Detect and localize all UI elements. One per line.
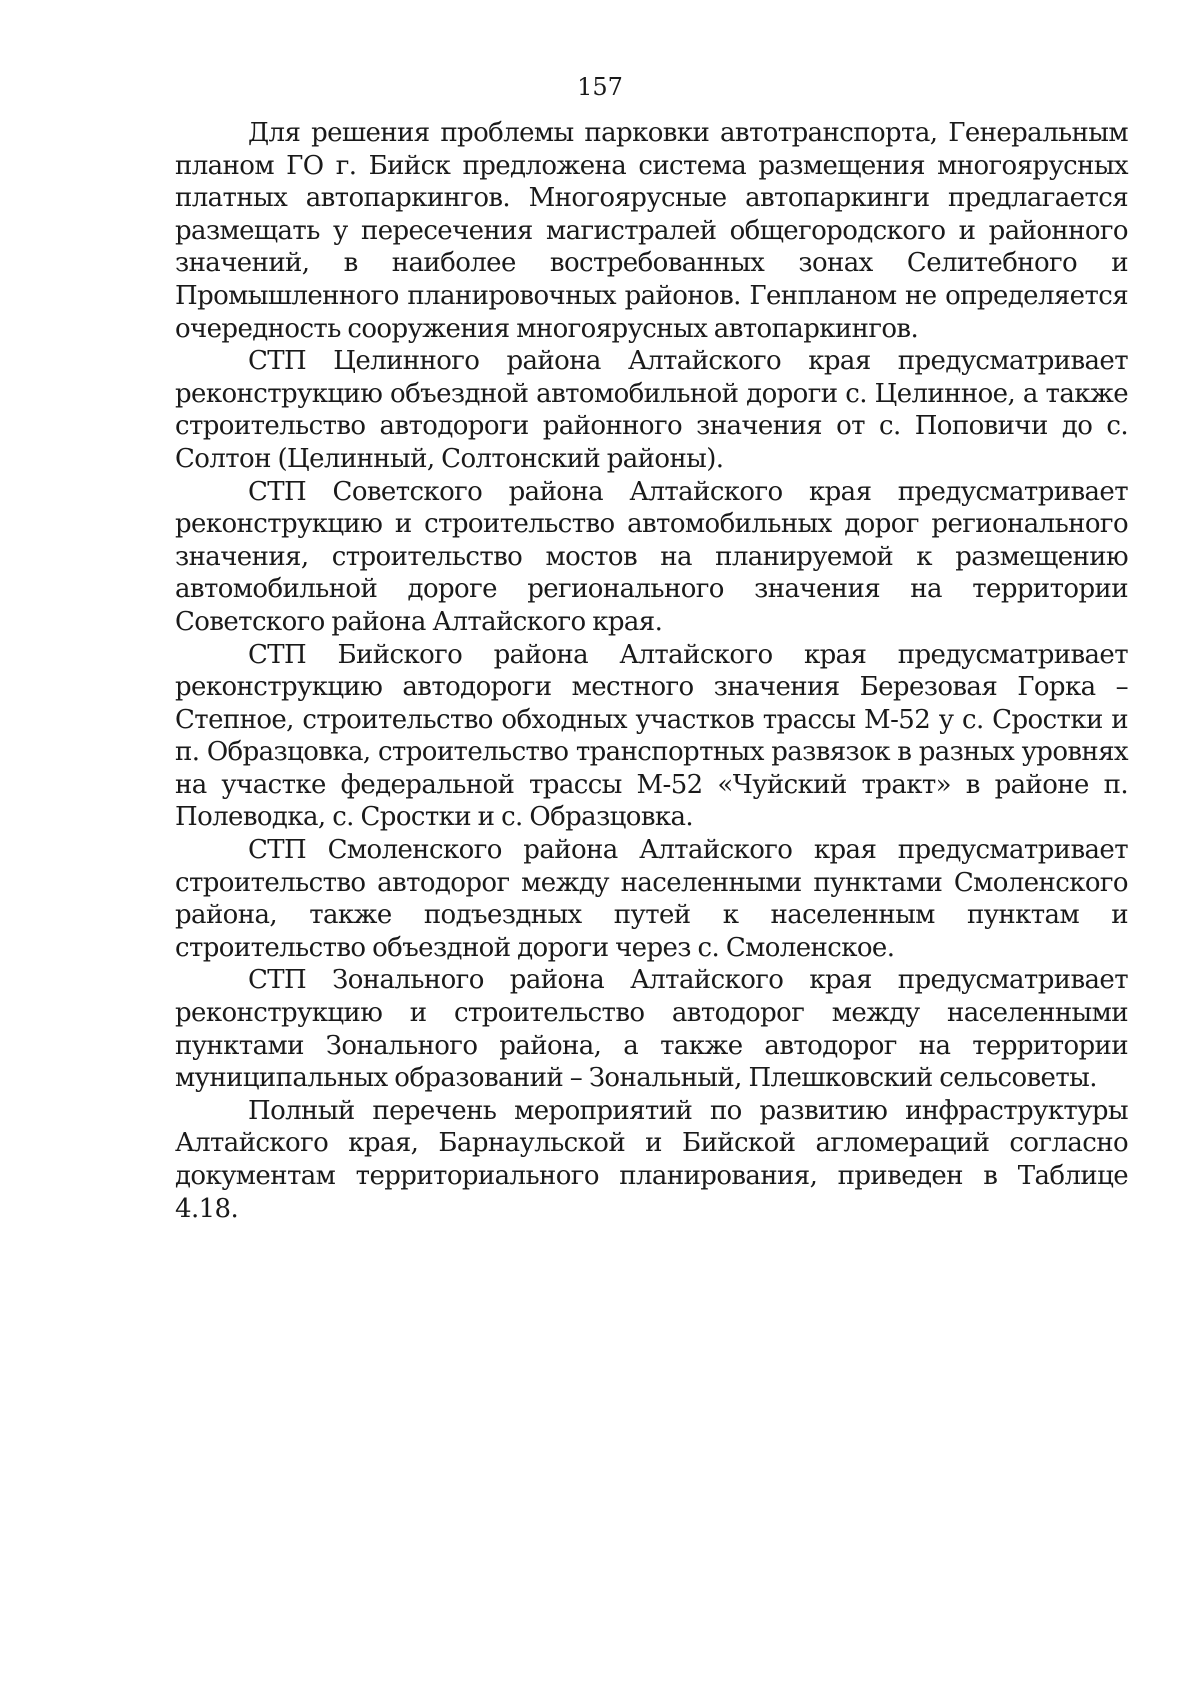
page-number: 157 (577, 73, 623, 101)
paragraph-smolensky: СТП Смоленского района Алтайского края предусматривает строительство автодорог между населенными пунктами Смоленского района, также подъездных путей к населенным пунктам и строительство объездной дороги через с. Смоленское. (175, 835, 1128, 963)
paragraph-tselinny: СТП Целинного района Алтайского края предусматривает реконструкцию объездной автомобильной дороги с. Целинное, а также строительство автодороги районного значения от с. Поповичи до с. Солтон (Целинный, Солтонский районы). (175, 346, 1128, 474)
paragraph-zonalny: СТП Зонального района Алтайского края предусматривает реконструкцию и строительство автодорог между населенными пунктами Зонального района, а также автодорог на территории муниципальных образований – Зональный, Плешковский сельсоветы. (175, 965, 1128, 1094)
paragraph-biysky: СТП Бийского района Алтайского края предусматривает реконструкцию автодороги местного значения Березовая Горка – Степное, строительство обходных участков трассы М-52 у с. Сростки и п. Образцовка, строительство транспортных развязок в разных уровнях на участке федеральной трассы М-52 «Чуйский тракт» в районе п. Полеводка, с. Сростки и с. Образцовка. (175, 639, 1128, 833)
paragraph-sovetsky: СТП Советского района Алтайского края предусматривает реконструкцию и строительство автомобильных дорог регионального значения, строительство мостов на планируемой к размещению автомобильной дороге регионального значения на территории Советского района Алтайского края. (175, 476, 1128, 637)
paragraph-parking: Для решения проблемы парковки автотранспорта, Генеральным планом ГО г. Бийск предложена система размещения многоярусных платных автопаркингов. Многоярусные автопаркинги предлагается размещать у пересечения магистралей общегородского и районного значений, в наиболее востребованных зонах Селитебного и Промышленного планировочных районов. Генпланом не определяется очередность сооружения многоярусных автопаркингов. (175, 118, 1128, 344)
body-text (175, 117, 1128, 1225)
paragraph-table-reference: Полный перечень мероприятий по развитию инфраструктуры Алтайского края, Барнаульской и Бийской агломераций согласно документам территориального планирования, приведен в Таблице 4.18. (175, 1095, 1128, 1224)
